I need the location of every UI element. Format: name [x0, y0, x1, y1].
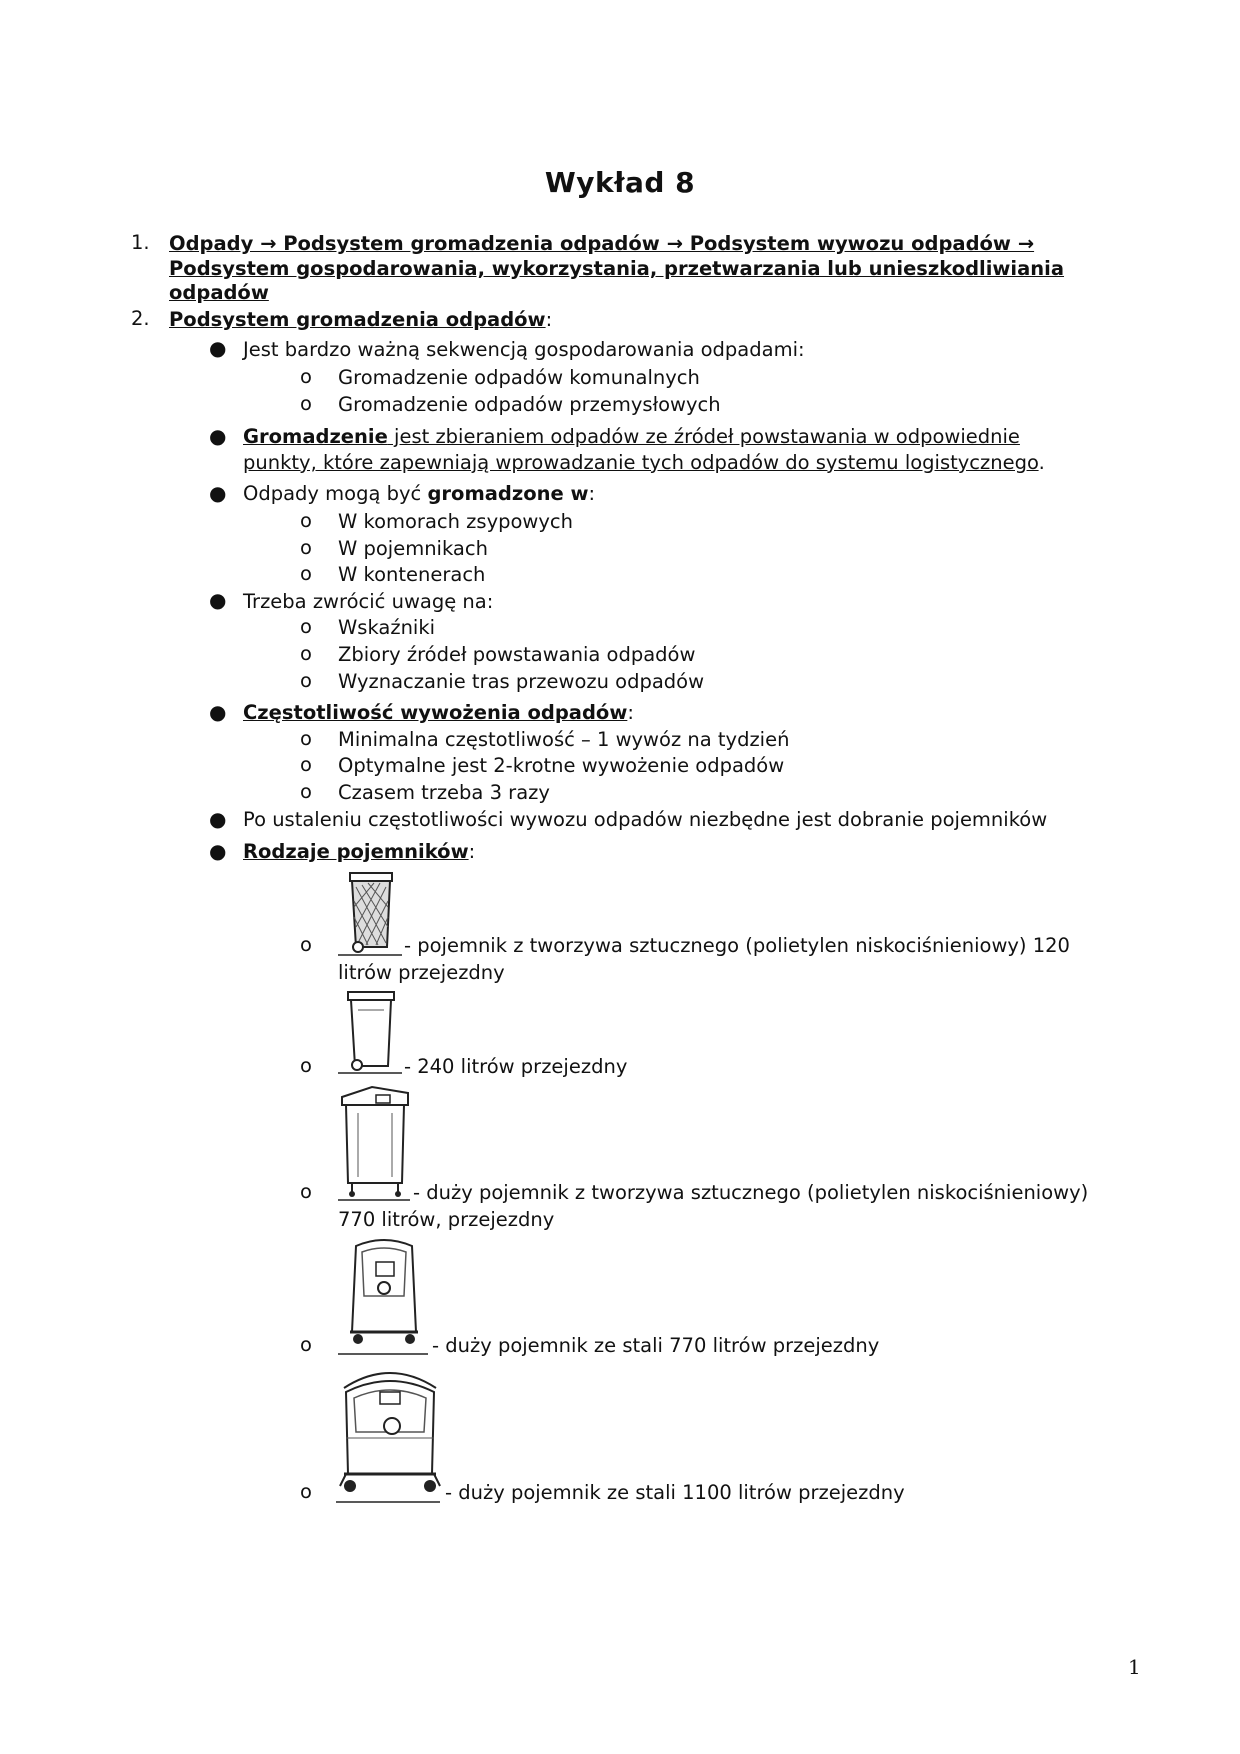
container-3-line2: 770 litrów, przejezdny: [338, 1208, 555, 1231]
sub-bullet-icon: o: [300, 1054, 312, 1077]
item1-line3: odpadów: [169, 281, 269, 304]
bullet-7-heading: Rodzaje pojemników: [243, 840, 469, 863]
bullet-icon: ●: [209, 700, 227, 724]
sub-bullet-icon: o: [300, 933, 312, 956]
bullet-7-text: [243, 839, 475, 864]
sub-bullet-icon: o: [300, 669, 312, 692]
sub-item: W kontenerach: [338, 563, 486, 586]
bin-770l-plastic-image: [338, 1083, 414, 1203]
item2-heading-line: [169, 307, 552, 332]
sub-bullet-icon: o: [300, 753, 312, 776]
container-1-line2: litrów przejezdny: [338, 961, 505, 984]
container-2-line1: - 240 litrów przejezdny: [404, 1055, 628, 1078]
bullet-icon: ●: [209, 588, 227, 612]
bullet-2-rest: jest zbieraniem odpadów ze źródeł powstawania w odpowiednie: [387, 425, 1020, 448]
container-3-line1: - duży pojemnik z tworzywa sztucznego (polietylen niskociśnieniowy): [413, 1181, 1089, 1204]
sub-bullet-icon: o: [300, 727, 312, 750]
sub-item: W pojemnikach: [338, 537, 488, 560]
page-title: Wykład 8: [544, 166, 696, 199]
bin-1100l-steel-image: [336, 1362, 444, 1508]
item2-colon: :: [545, 308, 553, 331]
bullet-icon: ●: [209, 336, 227, 360]
sub-item: Optymalne jest 2-krotne wywożenie odpadów: [338, 754, 785, 777]
bullet-5-colon: :: [627, 701, 634, 724]
bullet-3-text: [243, 481, 595, 506]
container-1-line1: - pojemnik z tworzywa sztucznego (polietylen niskociśnieniowy) 120: [404, 934, 1070, 957]
bullet-icon: ●: [209, 481, 227, 505]
bullet-3-bold: gromadzone w: [427, 482, 589, 505]
bullet-1-text: Jest bardzo ważną sekwencją gospodarowania odpadami:: [243, 338, 805, 361]
sub-bullet-icon: o: [300, 562, 312, 585]
sub-item: Czasem trzeba 3 razy: [338, 781, 550, 804]
bullet-icon: ●: [209, 807, 227, 831]
bullet-5-heading: Częstotliwość wywożenia odpadów: [243, 701, 628, 724]
bullet-5-text: [243, 700, 634, 725]
sub-bullet-icon: o: [300, 1180, 312, 1203]
sub-bullet-icon: o: [300, 509, 312, 532]
bin-770l-steel-image: [338, 1236, 430, 1358]
sub-item: Wyznaczanie tras przewozu odpadów: [338, 670, 705, 693]
bullet-7-colon: :: [468, 840, 476, 863]
bullet-2-line1: [243, 424, 1020, 449]
sub-item: W komorach zsypowych: [338, 510, 573, 533]
sub-bullet-icon: o: [300, 1333, 312, 1356]
bullet-6-text: Po ustaleniu częstotliwości wywozu odpadów niezbędne jest dobranie pojemników: [243, 808, 1048, 831]
sub-item: Gromadzenie odpadów przemysłowych: [338, 393, 721, 416]
bullet-2-line2: [243, 450, 1045, 475]
bullet-2-line2-text: punkty, które zapewniają wprowadzanie tych odpadów do systemu logistycznego: [243, 451, 1039, 474]
sub-item: Zbiory źródeł powstawania odpadów: [338, 643, 696, 666]
bullet-2-end: .: [1038, 451, 1045, 474]
sub-bullet-icon: o: [300, 615, 312, 638]
page-number: 1: [1128, 1655, 1141, 1679]
list-number-2: 2.: [131, 307, 150, 330]
list-number-1: 1.: [131, 231, 150, 254]
item1-line2: Podsystem gospodarowania, wykorzystania, przetwarzania lub unieszkodliwiania: [169, 257, 1065, 280]
container-4-line1: - duży pojemnik ze stali 770 litrów przejezdny: [432, 1334, 880, 1357]
item1-line1: Odpady → Podsystem gromadzenia odpadów → Podsystem wywozu odpadów →: [169, 232, 1035, 255]
sub-item: Wskaźniki: [338, 616, 436, 639]
bullet-3-lead: Odpady mogą być: [243, 482, 428, 505]
bin-120l-image: [338, 867, 406, 957]
container-5-line1: - duży pojemnik ze stali 1100 litrów przejezdny: [445, 1481, 905, 1504]
sub-bullet-icon: o: [300, 365, 312, 388]
sub-bullet-icon: o: [300, 642, 312, 665]
bin-240l-image: [338, 988, 406, 1076]
bullet-icon: ●: [209, 424, 227, 448]
bullet-4-text: Trzeba zwrócić uwagę na:: [243, 590, 494, 613]
bullet-icon: ●: [209, 839, 227, 863]
bullet-2-bold: Gromadzenie: [243, 425, 388, 448]
sub-item: Minimalna częstotliwość – 1 wywóz na tydzień: [338, 728, 790, 751]
item2-heading: Podsystem gromadzenia odpadów: [169, 308, 546, 331]
sub-bullet-icon: o: [300, 536, 312, 559]
sub-item: Gromadzenie odpadów komunalnych: [338, 366, 700, 389]
sub-bullet-icon: o: [300, 780, 312, 803]
bullet-3-colon: :: [588, 482, 596, 505]
sub-bullet-icon: o: [300, 392, 312, 415]
sub-bullet-icon: o: [300, 1480, 312, 1503]
